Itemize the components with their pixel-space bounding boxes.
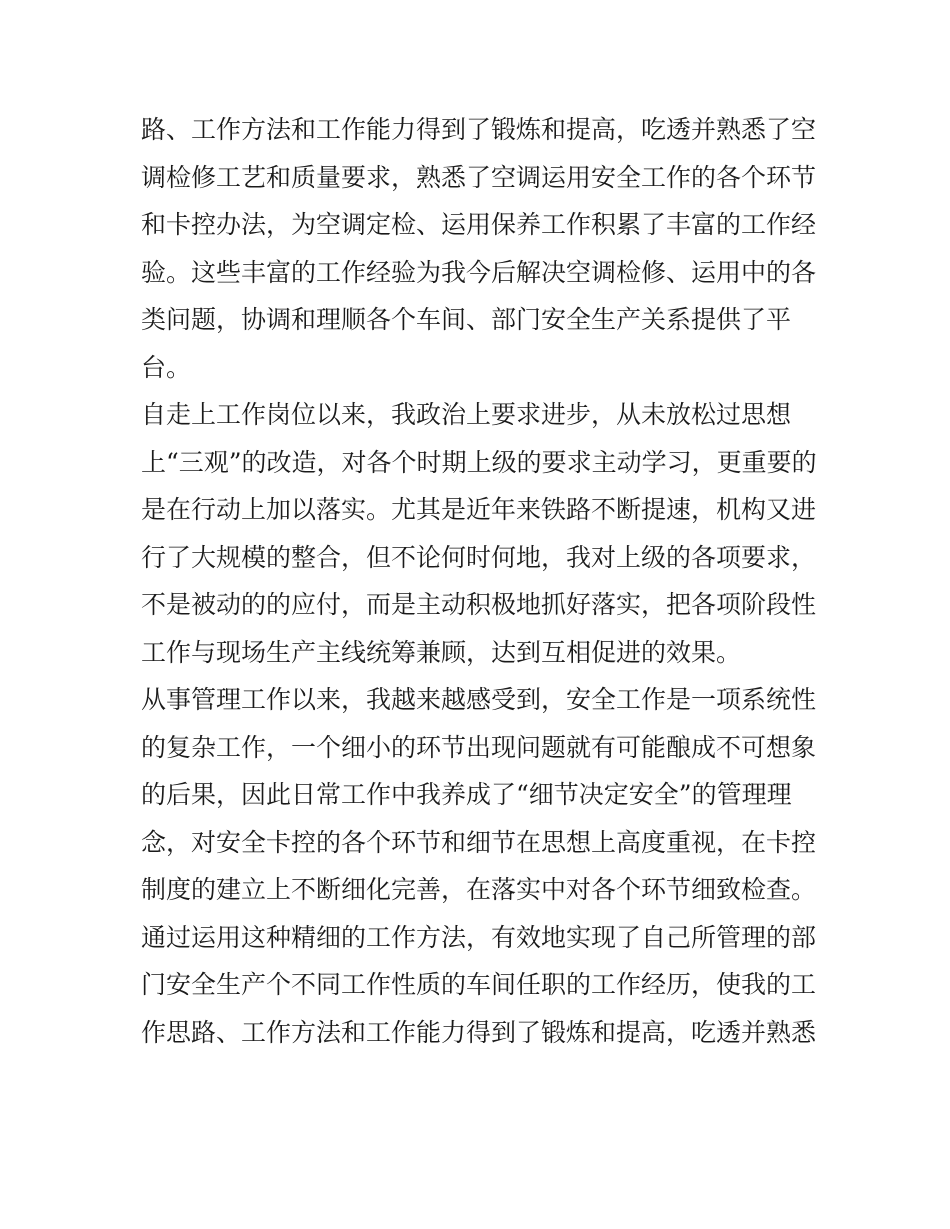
text-line: 和卡控办法，为空调定检、运用保养工作积累了丰富的工作经 <box>141 210 817 239</box>
text-line: 门安全生产个不同工作性质的车间任职的工作经历，使我的工 <box>141 970 817 999</box>
text-line: 自走上工作岗位以来，我政治上要求进步，从未放松过思想 <box>141 400 792 429</box>
text-line: 上“三观”的改造，对各个时期上级的要求主动学习，更重要的 <box>141 447 817 477</box>
body-text <box>141 106 821 1056</box>
text-line: 不是被动的的应付，而是主动积极地抓好落实，把各项阶段性 <box>141 590 817 619</box>
text-line: 制度的建立上不断细化完善，在落实中对各个环节细致检查。 <box>141 875 817 904</box>
text-line: 的复杂工作，一个细小的环节出现问题就有可能酿成不可想象 <box>141 732 817 762</box>
text-line: 台。 <box>141 352 192 382</box>
text-line: 念，对安全卡控的各个环节和细节在思想上高度重视，在卡控 <box>141 827 817 857</box>
text-line: 路、工作方法和工作能力得到了锻炼和提高，吃透并熟悉了空 <box>141 115 817 144</box>
text-line: 是在行动上加以落实。尤其是近年来铁路不断提速，机构又进 <box>141 495 817 524</box>
text-line: 工作与现场生产主线统筹兼顾，达到互相促进的效果。 <box>141 637 742 667</box>
text-line: 调检修工艺和质量要求，熟悉了空调运用安全工作的各个环节 <box>141 162 817 192</box>
text-line: 作思路、工作方法和工作能力得到了锻炼和提高，吃透并熟悉 <box>141 1017 817 1047</box>
text-line: 的后果，因此日常工作中我养成了“细节决定安全”的管理理 <box>141 780 792 809</box>
text-line: 从事管理工作以来，我越来越感受到，安全工作是一项系统性 <box>141 685 817 714</box>
text-line: 行了大规模的整合，但不论何时何地，我对上级的各项要求， <box>141 542 817 572</box>
text-line: 通过运用这种精细的工作方法，有效地实现了自己所管理的部 <box>141 922 817 952</box>
text-line: 验。这些丰富的工作经验为我今后解决空调检修、运用中的各 <box>141 257 817 287</box>
text-line: 类问题，协调和理顺各个车间、部门安全生产关系提供了平 <box>141 305 792 334</box>
